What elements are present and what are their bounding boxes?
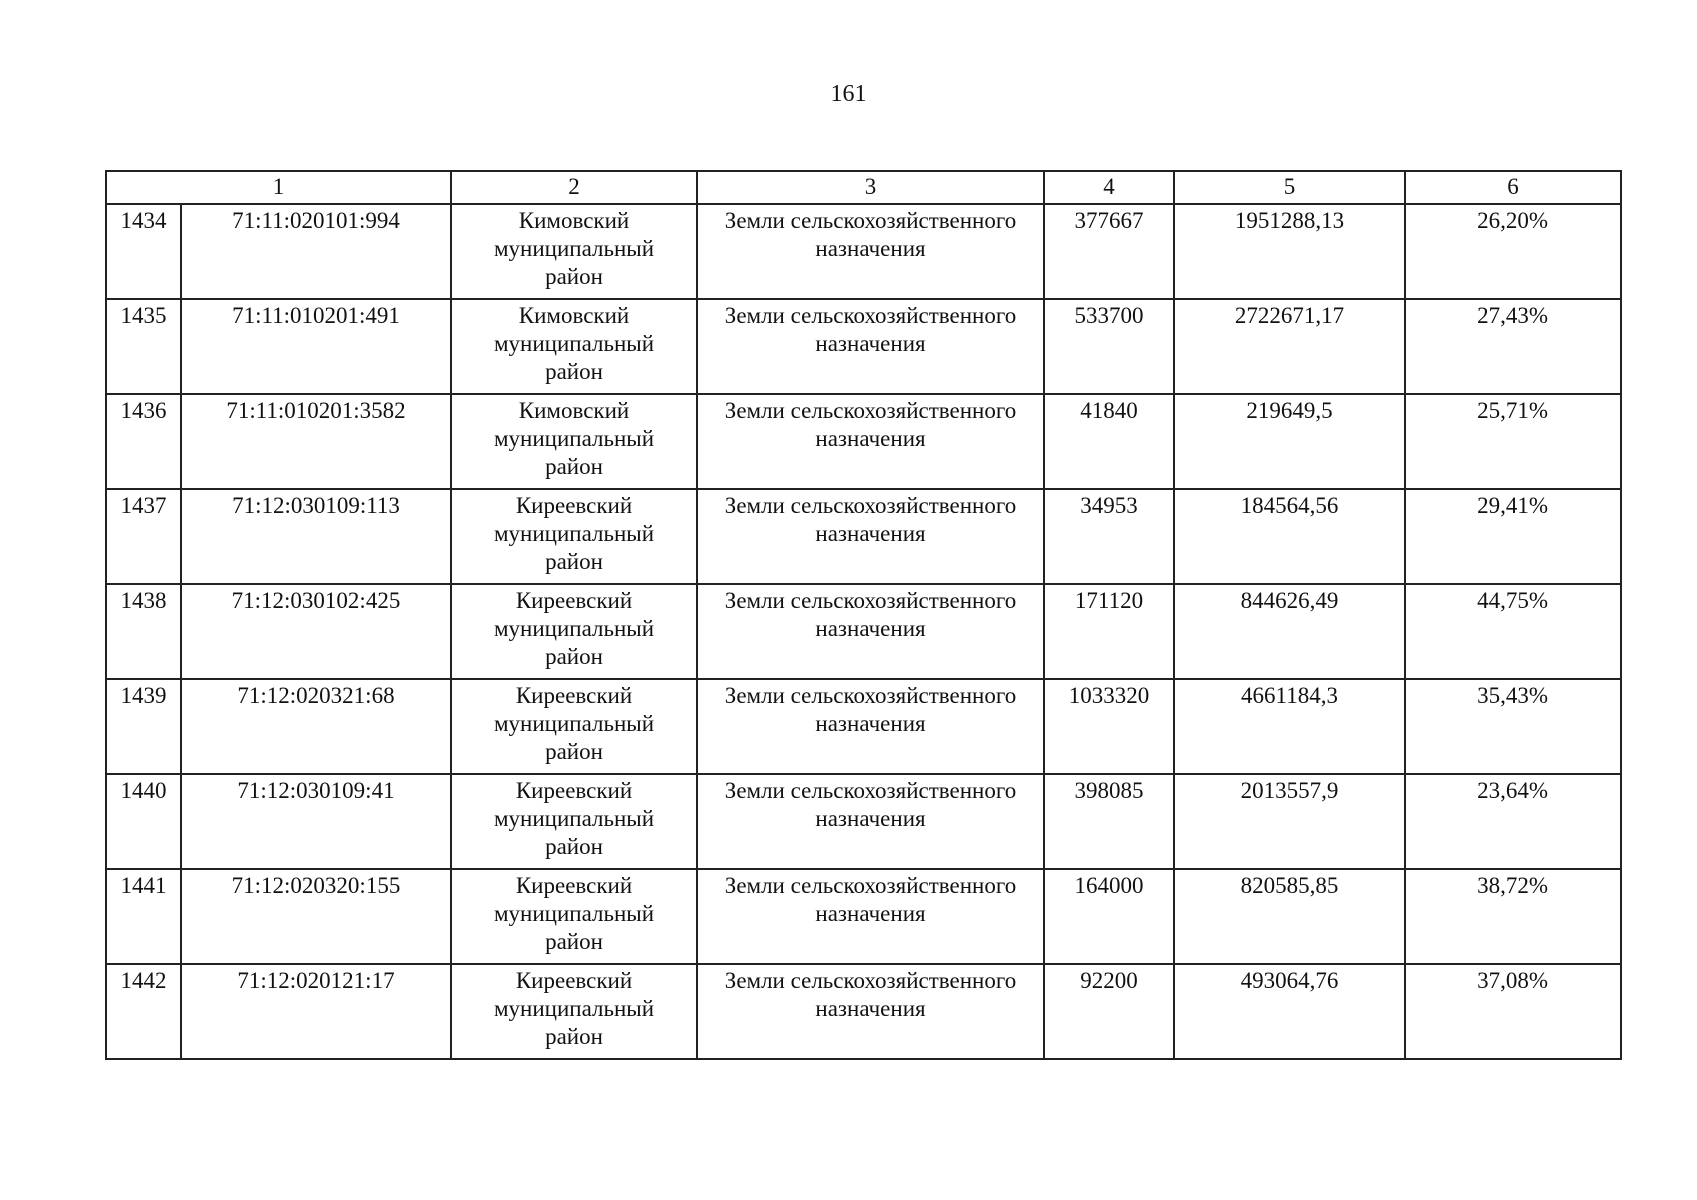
cadastral-value: 820585,85 <box>1174 869 1405 964</box>
percent-value: 37,08% <box>1405 964 1621 1059</box>
land-registry-table <box>105 170 1622 1060</box>
cadastral-value: 184564,56 <box>1174 489 1405 584</box>
land-category: Земли сельскохозяйственного назначения <box>697 964 1044 1059</box>
municipal-district: Киреевский муниципальный район <box>451 964 697 1059</box>
cadastral-value: 493064,76 <box>1174 964 1405 1059</box>
land-category: Земли сельскохозяйственного назначения <box>697 299 1044 394</box>
column-header-3: 3 <box>697 171 1044 204</box>
page-number: 161 <box>830 81 867 107</box>
area-value: 34953 <box>1044 489 1174 584</box>
table-row <box>106 489 1621 584</box>
column-header-1: 1 <box>106 171 451 204</box>
row-index: 1439 <box>106 679 181 774</box>
municipal-district: Кимовский муниципальный район <box>451 299 697 394</box>
percent-value: 44,75% <box>1405 584 1621 679</box>
row-index: 1436 <box>106 394 181 489</box>
cadastral-number: 71:12:020320:155 <box>181 869 451 964</box>
cadastral-value: 1951288,13 <box>1174 204 1405 299</box>
cadastral-number: 71:11:010201:491 <box>181 299 451 394</box>
cadastral-value: 4661184,3 <box>1174 679 1405 774</box>
cadastral-value: 2013557,9 <box>1174 774 1405 869</box>
land-category: Земли сельскохозяйственного назначения <box>697 869 1044 964</box>
table-body <box>106 204 1621 1059</box>
table-row <box>106 394 1621 489</box>
area-value: 1033320 <box>1044 679 1174 774</box>
percent-value: 23,64% <box>1405 774 1621 869</box>
land-category: Земли сельскохозяйственного назначения <box>697 489 1044 584</box>
cadastral-number: 71:12:020121:17 <box>181 964 451 1059</box>
header-row <box>106 171 1621 204</box>
percent-value: 29,41% <box>1405 489 1621 584</box>
land-category: Земли сельскохозяйственного назначения <box>697 584 1044 679</box>
percent-value: 26,20% <box>1405 204 1621 299</box>
area-value: 171120 <box>1044 584 1174 679</box>
land-category: Земли сельскохозяйственного назначения <box>697 394 1044 489</box>
area-value: 92200 <box>1044 964 1174 1059</box>
row-index: 1437 <box>106 489 181 584</box>
land-category: Земли сельскохозяйственного назначения <box>697 679 1044 774</box>
table-row <box>106 869 1621 964</box>
cadastral-value: 844626,49 <box>1174 584 1405 679</box>
municipal-district: Кимовский муниципальный район <box>451 204 697 299</box>
cadastral-number: 71:11:010201:3582 <box>181 394 451 489</box>
percent-value: 38,72% <box>1405 869 1621 964</box>
municipal-district: Киреевский муниципальный район <box>451 489 697 584</box>
table-row <box>106 679 1621 774</box>
row-index: 1440 <box>106 774 181 869</box>
row-index: 1435 <box>106 299 181 394</box>
cadastral-number: 71:12:030102:425 <box>181 584 451 679</box>
municipal-district: Кимовский муниципальный район <box>451 394 697 489</box>
cadastral-number: 71:12:030109:41 <box>181 774 451 869</box>
land-category: Земли сельскохозяйственного назначения <box>697 774 1044 869</box>
table-row <box>106 964 1621 1059</box>
area-value: 377667 <box>1044 204 1174 299</box>
column-header-5: 5 <box>1174 171 1405 204</box>
percent-value: 35,43% <box>1405 679 1621 774</box>
cadastral-number: 71:12:020321:68 <box>181 679 451 774</box>
percent-value: 25,71% <box>1405 394 1621 489</box>
cadastral-value: 2722671,17 <box>1174 299 1405 394</box>
table-row <box>106 299 1621 394</box>
area-value: 164000 <box>1044 869 1174 964</box>
row-index: 1442 <box>106 964 181 1059</box>
municipal-district: Киреевский муниципальный район <box>451 869 697 964</box>
municipal-district: Киреевский муниципальный район <box>451 584 697 679</box>
municipal-district: Киреевский муниципальный район <box>451 679 697 774</box>
percent-value: 27,43% <box>1405 299 1621 394</box>
column-header-2: 2 <box>451 171 697 204</box>
cadastral-number: 71:12:030109:113 <box>181 489 451 584</box>
cadastral-number: 71:11:020101:994 <box>181 204 451 299</box>
land-category: Земли сельскохозяйственного назначения <box>697 204 1044 299</box>
cadastral-value: 219649,5 <box>1174 394 1405 489</box>
table-row <box>106 584 1621 679</box>
row-index: 1441 <box>106 869 181 964</box>
column-header-6: 6 <box>1405 171 1621 204</box>
table-row <box>106 204 1621 299</box>
municipal-district: Киреевский муниципальный район <box>451 774 697 869</box>
table-row <box>106 774 1621 869</box>
area-value: 41840 <box>1044 394 1174 489</box>
area-value: 398085 <box>1044 774 1174 869</box>
column-header-4: 4 <box>1044 171 1174 204</box>
row-index: 1438 <box>106 584 181 679</box>
area-value: 533700 <box>1044 299 1174 394</box>
row-index: 1434 <box>106 204 181 299</box>
